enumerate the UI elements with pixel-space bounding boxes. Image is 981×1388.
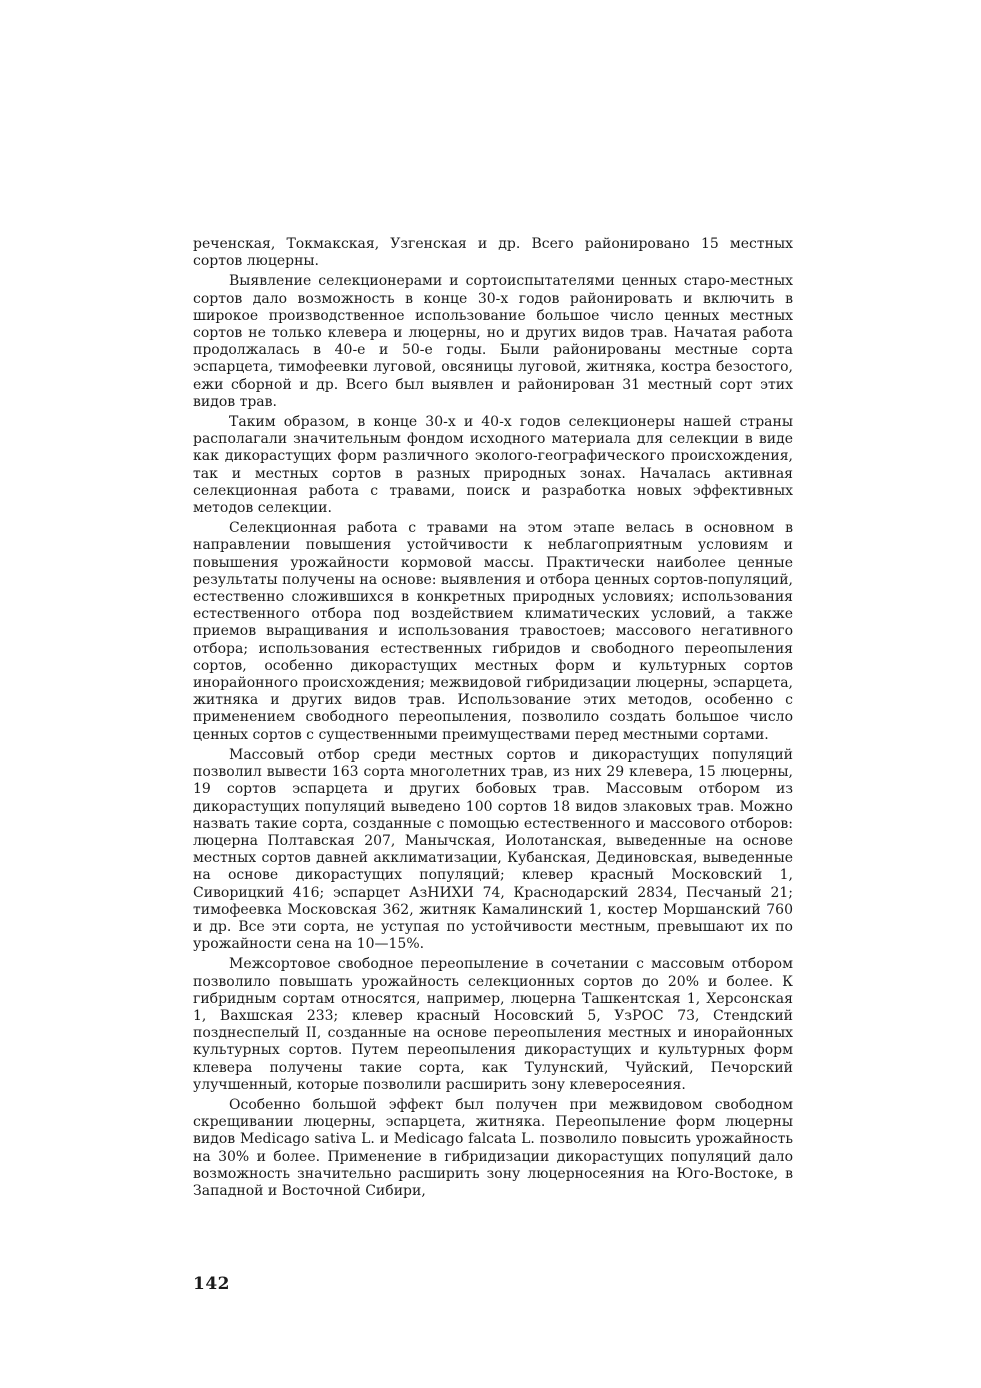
paragraph: Селекционная работа с травами на этом этапе велась в основном в направлении повышения устойчивости к неблагоприятным условиям и повышения урожайности кормовой массы. Практически наиболее ценные результаты получены на основе: выявления и отбора ценных сортов-популяций, естественно сложившихся в конкретных природных условиях; использования естественного отбора под воздействием климатических условий, а также приемов выращивания и использования травостоев; массового негативного отбора; использования естественных гибридов и свободного переопыления сортов, особенно дикорастущих местных форм и культурных сортов инорайонного происхождения; межвидовой гибридизации люцерны, эспарцета, житняка и других видов трав. Использование этих методов, особенно с применением свободного переопыления, позволило создать большое число ценных сортов с существенными преимуществами перед местными сортами. — [193, 520, 793, 743]
body-text — [193, 236, 793, 1200]
paragraph: Массовый отбор среди местных сортов и дикорастущих популяций позволил вывести 163 сорта многолетних трав, из них 29 клевера, 15 люцерны, 19 сортов эспарцета и других бобовых трав. Массовым отбором из дикорастущих популяций выведено 100 сортов 18 видов злаковых трав. Можно назвать такие сорта, созданные с помощью естественного и массового отборов: люцерна Полтавская 207, Манычская, Иолотанская, выведенные на основе местных сортов давней акклиматизации, Кубанская, Дединовская, выведенные на основе дикорастущих популяций; клевер красный Московский 1, Сиворицкий 416; эспарцет АзНИХИ 74, Краснодарский 2834, Песчаный 21; тимофеевка Московская 362, житняк Камалинский 1, костер Моршанский 760 и др. Все эти сорта, не уступая по устойчивости местным, превышают их по урожайности сена на 10—15%. — [193, 746, 793, 953]
paragraph-continuation: реченская, Токмакская, Узгенская и др. Всего районировано 15 местных сортов люцерны. — [193, 236, 793, 270]
page-number: 142 — [193, 1274, 230, 1294]
paragraph: Таким образом, в конце 30-х и 40-х годов селекционеры нашей страны располагали значительным фондом исходного материала для селекции в виде как дикорастущих форм различного эколого-географического происхождения, так и местных сортов в разных природных зонах. Началась активная селекционная работа с травами, поиск и разработка новых эффективных методов селекции. — [193, 414, 793, 517]
paragraph: Межсортовое свободное переопыление в сочетании с массовым отбором позволило повышать урожайность селекционных сортов до 20% и более. К гибридным сортам относятся, например, люцерна Ташкентская 1, Херсонская 1, Вахшская 233; клевер красный Носовский 5, УзРОС 73, Стендский позднеспелый II, созданные на основе переопыления местных и инорайонных культурных сортов. Путем переопыления дикорастущих и культурных форм клевера получены такие сорта, как Тулунский, Чуйский, Печорский улучшенный, которые позволили расширить зону клеверосеяния. — [193, 956, 793, 1093]
paragraph: Особенно большой эффект был получен при межвидовом свободном скрещивании люцерны, эспарцета, житняка. Переопыление форм люцерны видов Medicago sativa L. и Medicago falcata L. позволило повысить урожайность на 30% и более. Применение в гибридизации дикорастущих популяций дало возможность значительно расширить зону люцерносеяния на Юго-Востоке, в Западной и Восточной Сибири, — [193, 1096, 793, 1199]
paragraph: Выявление селекционерами и сортоиспытателями ценных старо-местных сортов дало возможность в конце 30-х годов районировать и включить в широкое производственное использование большое число ценных местных сортов не только клевера и люцерны, но и других видов трав. Начатая работа продолжалась в 40-е и 50-е годы. Были районированы местные сорта эспарцета, тимофеевки луговой, овсяницы луговой, житняка, костра безостого, ежи сборной и др. Всего был выявлен и районирован 31 местный сорт этих видов трав. — [193, 273, 793, 410]
